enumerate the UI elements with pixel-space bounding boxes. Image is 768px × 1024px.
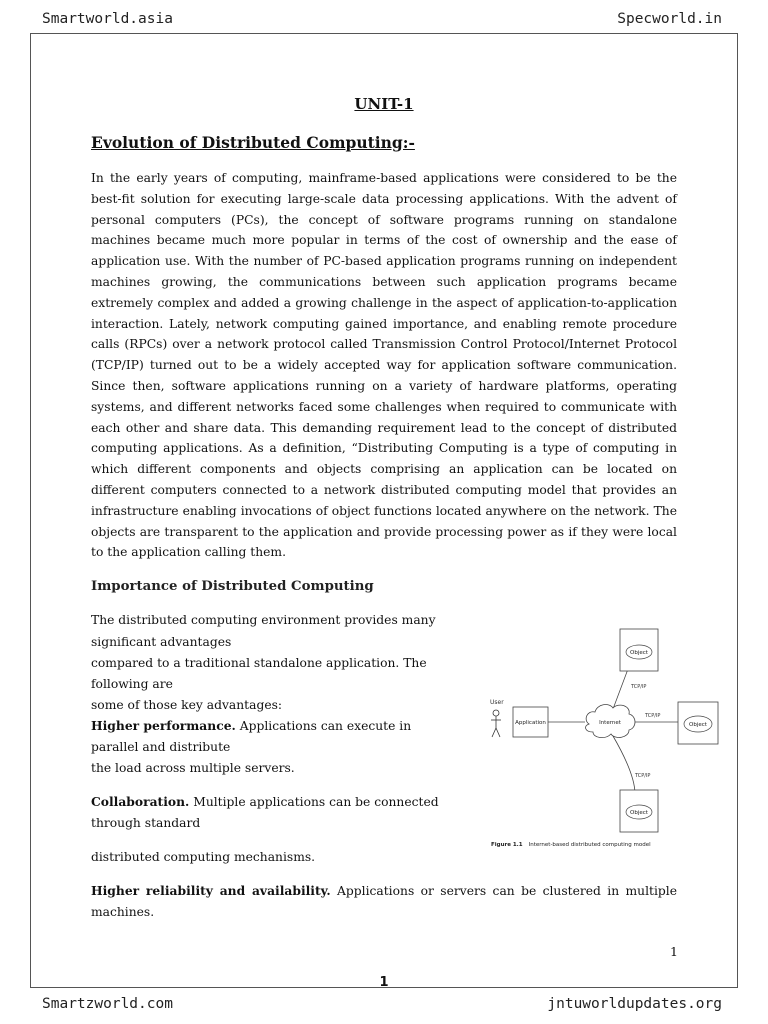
reliability-paragraph <box>91 881 677 923</box>
header-left-site: Smartworld.asia <box>42 11 173 27</box>
figure-object-label-top: Object <box>630 650 648 656</box>
higher-performance-label: Higher performance. <box>91 718 236 733</box>
importance-title: Importance of Distributed Computing <box>91 579 374 594</box>
importance-line-4: following are <box>91 677 173 691</box>
figure-caption-text: Internet-based distributed computing model <box>528 842 651 848</box>
collaboration-text: Multiple applications can be connected <box>189 795 439 809</box>
importance-line-1: The distributed computing environment provides many <box>91 613 436 627</box>
page-number-bottom: 1 <box>379 975 389 990</box>
importance-line-3: compared to a traditional standalone application. The <box>91 656 427 670</box>
higher-performance-text: Applications can execute in <box>235 719 412 733</box>
tcpip-label-right: TCP/IP <box>645 713 661 719</box>
intro-paragraph: In the early years of computing, mainframe-based applications were considered to be the best-fit solution for executing large-scale data processing applications. With the advent of personal computers (PCs), the concept of software programs running on standalone machines became much more popular in terms of the cost of ownership and the ease of application use. With the number of PC-based application programs running on independent machines growing, the communications between such application programs became extremely complex and added a growing challenge in the aspect of application-to-application interaction. Lately, network computing gained importance, and enabling remote procedure calls (RPCs) over a network protocol called Transmission Control Protocol/Internet Protocol (TCP/IP) turned out to be a widely accepted way for application software communication. Since then, software applications running on a variety of hardware platforms, operating systems, and different networks faced some challenges when required to communicate with each other and share data. This demanding requirement lead to the concept of distributed computing applications. As a definition, “Distributing Computing is a type of computing in which different components and objects comprising an application can be located on different computers connected to a network distributed computing model that provides an infrastructure enabling invocations of object functions located anywhere on the network. The objects are transparent to the application and provide processing power as if they were local to the application calling them. <box>91 171 677 560</box>
figure-internet-label: Internet <box>599 720 621 726</box>
reliability-text: Applications or servers can be clustered in multiple machines. <box>91 884 677 919</box>
tcpip-label-top: TCP/IP <box>631 684 647 690</box>
collaboration-line-1 <box>91 792 459 813</box>
importance-line-2: significant advantages <box>91 635 232 649</box>
higher-performance-line-2: parallel and distribute <box>91 740 231 754</box>
importance-line-5: some of those key advantages: <box>91 698 283 712</box>
figure-object-label-bottom: Object <box>630 810 648 816</box>
collaboration-label: Collaboration. <box>91 794 190 809</box>
internet-object-bottom-link <box>613 736 635 794</box>
page-number: 1 <box>670 944 678 959</box>
higher-performance-line-3: the load across multiple servers. <box>91 761 295 775</box>
distributed-computing-figure <box>485 624 725 854</box>
figure-user-label: User <box>490 699 504 706</box>
collaboration-line-3: distributed computing mechanisms. <box>91 850 316 864</box>
footer-left-site: Smartzworld.com <box>42 996 173 1012</box>
internet-object-top-link <box>613 669 628 709</box>
tcpip-label-bottom: TCP/IP <box>635 773 651 779</box>
figure-object-label-right: Object <box>689 722 707 728</box>
figure-caption <box>491 842 651 848</box>
collaboration-line-2: through standard <box>91 816 201 830</box>
header-right-site: Specworld.in <box>617 11 722 27</box>
higher-performance-line-1 <box>91 716 459 737</box>
unit-title: UNIT-1 <box>354 95 414 113</box>
reliability-label: Higher reliability and availability. <box>91 883 331 898</box>
figure-caption-number: Figure 1.1 <box>491 842 523 848</box>
figure-application-label: Application <box>515 720 546 726</box>
user-icon <box>491 710 501 737</box>
footer-right-site: jntuworldupdates.org <box>547 996 722 1012</box>
section-title: Evolution of Distributed Computing:- <box>91 133 415 152</box>
